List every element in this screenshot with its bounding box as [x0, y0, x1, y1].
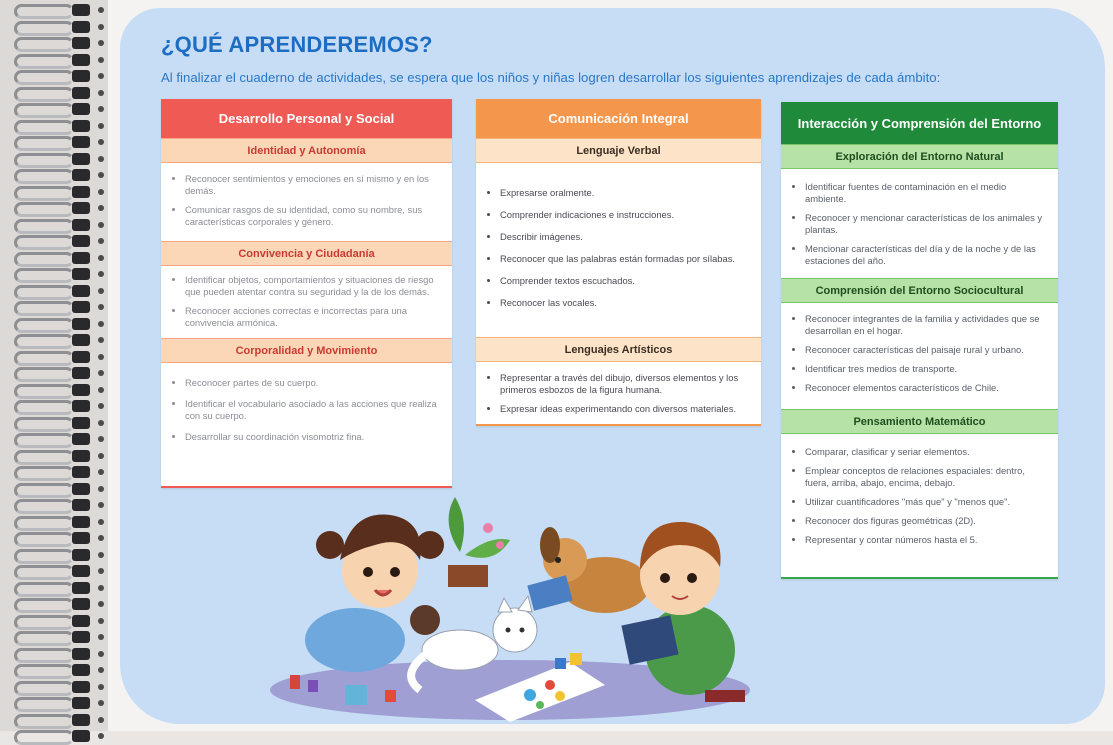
list-item: • Comprender textos escuchados.	[500, 275, 751, 287]
ring-loop	[14, 235, 74, 250]
punch-hole	[98, 189, 104, 195]
list-item: • Representar y contar números hasta el 5.	[805, 534, 1048, 546]
punch-hole	[98, 238, 104, 244]
punch-hole	[98, 667, 104, 673]
spiral-ring	[14, 615, 100, 627]
ring-loop	[14, 169, 74, 184]
ring-loop	[14, 730, 74, 745]
children-illustration	[260, 490, 780, 725]
punch-hole	[98, 337, 104, 343]
ring-loop	[14, 499, 74, 514]
ring-loop	[14, 268, 74, 283]
punch-hole	[98, 618, 104, 624]
ring-bar	[72, 334, 90, 346]
punch-hole	[98, 57, 104, 63]
ring-loop	[14, 631, 74, 646]
list-item: • Identificar objetos, comportamientos y situaciones de riesgo que pueden atentar contra su seguridad y la de los demás.	[185, 274, 442, 298]
page-subtitle: Al finalizar el cuaderno de actividades, se espera que los niños y niñas logren desarrollar los siguientes aprendizajes de cada ámbito:	[161, 70, 941, 85]
section-heading: Lenguajes Artísticos	[476, 337, 761, 362]
item-list	[161, 363, 452, 458]
ring-loop	[14, 549, 74, 564]
ring-loop	[14, 153, 74, 168]
ring-loop	[14, 301, 74, 316]
item-list	[476, 163, 761, 321]
ring-loop	[14, 37, 74, 52]
punch-hole	[98, 40, 104, 46]
punch-hole	[98, 222, 104, 228]
list-item: • Identificar el vocabulario asociado a las acciones que realiza con su cuerpo.	[185, 398, 442, 422]
spiral-ring	[14, 70, 100, 82]
ring-bar	[72, 565, 90, 577]
spiral-ring	[14, 285, 100, 297]
spiral-ring	[14, 582, 100, 594]
list-item: • Reconocer integrantes de la familia y actividades que se desarrollan en el hogar.	[805, 313, 1048, 337]
spiral-ring	[14, 499, 100, 511]
ring-bar	[72, 285, 90, 297]
punch-hole	[98, 552, 104, 558]
ring-loop	[14, 615, 74, 630]
ring-loop	[14, 334, 74, 349]
ring-bar	[72, 598, 90, 610]
section-heading: Lenguaje Verbal	[476, 138, 761, 163]
punch-hole	[98, 7, 104, 13]
list-item: • Comparar, clasificar y seriar elementos.	[805, 446, 1048, 458]
item-list	[781, 169, 1058, 278]
punch-hole	[98, 486, 104, 492]
list-item: • Reconocer y mencionar características de los animales y plantas.	[805, 212, 1048, 236]
list-item: • Emplear conceptos de relaciones espaciales: dentro, fuera, arriba, abajo, encima, debajo.	[805, 465, 1048, 489]
list-item: • Reconocer partes de su cuerpo.	[185, 377, 442, 389]
list-item: • Expresarse oralmente.	[500, 187, 751, 199]
ring-loop	[14, 417, 74, 432]
list-item: • Reconocer elementos característicos de Chile.	[805, 382, 1048, 394]
ring-bar	[72, 202, 90, 214]
list-item: • Describir imágenes.	[500, 231, 751, 243]
item-list	[781, 303, 1058, 405]
spiral-ring	[14, 681, 100, 693]
ring-loop	[14, 400, 74, 415]
punch-hole	[98, 634, 104, 640]
ring-loop	[14, 136, 74, 151]
spiral-ring	[14, 103, 100, 115]
spiral-ring	[14, 120, 100, 132]
spiral-ring	[14, 598, 100, 610]
spiral-ring	[14, 318, 100, 330]
ring-loop	[14, 450, 74, 465]
spiral-ring	[14, 268, 100, 280]
punch-hole	[98, 106, 104, 112]
list-item: • Comprender indicaciones e instrucciones.	[500, 209, 751, 221]
spiral-ring	[14, 186, 100, 198]
punch-hole	[98, 651, 104, 657]
ring-loop	[14, 285, 74, 300]
column-heading: Desarrollo Personal y Social	[161, 99, 452, 138]
ring-bar	[72, 664, 90, 676]
spiral-ring	[14, 87, 100, 99]
spiral-ring	[14, 549, 100, 561]
spiral-ring	[14, 516, 100, 528]
list-item: • Reconocer acciones correctas e incorrectas para una convivencia armónica.	[185, 305, 442, 329]
spiral-ring	[14, 202, 100, 214]
item-list	[476, 362, 761, 430]
ring-bar	[72, 483, 90, 495]
spiral-ring	[14, 532, 100, 544]
punch-hole	[98, 123, 104, 129]
punch-hole	[98, 469, 104, 475]
spiral-ring	[14, 367, 100, 379]
punch-hole	[98, 717, 104, 723]
ring-loop	[14, 103, 74, 118]
ring-loop	[14, 565, 74, 580]
ring-bar	[72, 219, 90, 231]
ring-bar	[72, 351, 90, 363]
spiral-ring	[14, 235, 100, 247]
ring-bar	[72, 648, 90, 660]
ring-bar	[72, 136, 90, 148]
list-item: • Expresar ideas experimentando con diversos materiales.	[500, 403, 751, 415]
punch-hole	[98, 585, 104, 591]
punch-hole	[98, 453, 104, 459]
spiral-ring	[14, 417, 100, 429]
ring-loop	[14, 582, 74, 597]
spiral-ring	[14, 54, 100, 66]
ring-bar	[72, 21, 90, 33]
page-title: ¿QUÉ APRENDEREMOS?	[161, 32, 433, 57]
ring-bar	[72, 301, 90, 313]
punch-hole	[98, 288, 104, 294]
ring-loop	[14, 483, 74, 498]
spiral-ring	[14, 384, 100, 396]
punch-hole	[98, 271, 104, 277]
ring-loop	[14, 681, 74, 696]
list-item: • Identificar fuentes de contaminación en el medio ambiente.	[805, 181, 1048, 205]
ring-bar	[72, 70, 90, 82]
ring-loop	[14, 466, 74, 481]
ring-loop	[14, 202, 74, 217]
ring-bar	[72, 169, 90, 181]
ring-loop	[14, 70, 74, 85]
ring-bar	[72, 268, 90, 280]
punch-hole	[98, 24, 104, 30]
spiral-ring	[14, 483, 100, 495]
ring-bar	[72, 681, 90, 693]
ring-loop	[14, 54, 74, 69]
punch-hole	[98, 90, 104, 96]
column-interaccion-entorno	[781, 102, 1058, 579]
spiral-ring	[14, 351, 100, 363]
list-item: • Representar a través del dibujo, diversos elementos y los primeros esbozos de la figura humana.	[500, 372, 751, 396]
punch-hole	[98, 700, 104, 706]
ring-loop	[14, 433, 74, 448]
column-desarrollo-personal	[161, 99, 452, 488]
spiral-ring	[14, 466, 100, 478]
ring-loop	[14, 186, 74, 201]
ring-bar	[72, 631, 90, 643]
list-item: • Mencionar características del día y de la noche y de las estaciones del año.	[805, 243, 1048, 267]
ring-loop	[14, 120, 74, 135]
punch-hole	[98, 403, 104, 409]
spiral-ring	[14, 334, 100, 346]
spiral-ring	[14, 136, 100, 148]
punch-hole	[98, 502, 104, 508]
punch-hole	[98, 156, 104, 162]
section-heading: Convivencia y Ciudadanía	[161, 241, 452, 266]
ring-loop	[14, 4, 74, 19]
ring-bar	[72, 103, 90, 115]
punch-hole	[98, 387, 104, 393]
punch-hole	[98, 73, 104, 79]
punch-hole	[98, 568, 104, 574]
punch-hole	[98, 519, 104, 525]
spiral-ring	[14, 400, 100, 412]
spiral-ring	[14, 648, 100, 660]
spiral-ring	[14, 631, 100, 643]
spiral-binding	[0, 0, 108, 731]
ring-bar	[72, 615, 90, 627]
flower-pot	[448, 497, 510, 587]
column-heading: Comunicación Integral	[476, 99, 761, 138]
spiral-ring	[14, 301, 100, 313]
section-heading: Corporalidad y Movimiento	[161, 338, 452, 363]
ring-loop	[14, 714, 74, 729]
spiral-ring	[14, 169, 100, 181]
ring-bar	[72, 252, 90, 264]
ring-bar	[72, 516, 90, 528]
list-item: • Reconocer características del paisaje rural y urbano.	[805, 344, 1048, 356]
ring-loop	[14, 252, 74, 267]
spiral-ring	[14, 664, 100, 676]
spiral-ring	[14, 697, 100, 709]
spiral-ring	[14, 714, 100, 726]
punch-hole	[98, 420, 104, 426]
ring-loop	[14, 664, 74, 679]
item-list	[161, 266, 452, 338]
ring-loop	[14, 516, 74, 531]
ring-bar	[72, 697, 90, 709]
ring-bar	[72, 730, 90, 742]
ring-loop	[14, 367, 74, 382]
ring-bar	[72, 37, 90, 49]
punch-hole	[98, 354, 104, 360]
ring-loop	[14, 648, 74, 663]
list-item: • Identificar tres medios de transporte.	[805, 363, 1048, 375]
column-heading: Interacción y Comprensión del Entorno	[781, 102, 1058, 144]
spiral-ring	[14, 21, 100, 33]
punch-hole	[98, 304, 104, 310]
column-comunicacion-integral	[476, 99, 761, 426]
list-item: • Comunicar rasgos de su identidad, como su nombre, sus características corporales y género.	[185, 204, 442, 228]
ring-bar	[72, 549, 90, 561]
spiral-ring	[14, 219, 100, 231]
section-heading: Pensamiento Matemático	[781, 409, 1058, 434]
ring-loop	[14, 318, 74, 333]
item-list	[161, 163, 452, 241]
ring-bar	[72, 153, 90, 165]
ring-bar	[72, 499, 90, 511]
list-item: • Reconocer que las palabras están formadas por sílabas.	[500, 253, 751, 265]
spiral-ring	[14, 4, 100, 16]
ring-loop	[14, 532, 74, 547]
ring-loop	[14, 351, 74, 366]
punch-hole	[98, 321, 104, 327]
list-item: • Reconocer las vocales.	[500, 297, 751, 309]
list-item: • Desarrollar su coordinación visomotriz fina.	[185, 431, 442, 443]
ring-bar	[72, 532, 90, 544]
punch-hole	[98, 436, 104, 442]
punch-hole	[98, 205, 104, 211]
list-item: • Reconocer dos figuras geométricas (2D).	[805, 515, 1048, 527]
list-item: • Reconocer sentimientos y emociones en sí mismo y en los demás.	[185, 173, 442, 197]
ring-bar	[72, 120, 90, 132]
ring-bar	[72, 400, 90, 412]
ring-bar	[72, 450, 90, 462]
spiral-ring	[14, 153, 100, 165]
ring-bar	[72, 54, 90, 66]
section-heading: Identidad y Autonomía	[161, 138, 452, 163]
punch-hole	[98, 172, 104, 178]
ring-bar	[72, 367, 90, 379]
ring-bar	[72, 318, 90, 330]
dog-figure	[527, 527, 650, 613]
ring-bar	[72, 384, 90, 396]
ring-loop	[14, 384, 74, 399]
punch-hole	[98, 255, 104, 261]
ring-bar	[72, 235, 90, 247]
list-item: • Utilizar cuantificadores "más que" y "menos que".	[805, 496, 1048, 508]
punch-hole	[98, 370, 104, 376]
ring-bar	[72, 433, 90, 445]
spiral-ring	[14, 450, 100, 462]
item-list	[781, 434, 1058, 561]
section-heading: Exploración del Entorno Natural	[781, 144, 1058, 169]
punch-hole	[98, 601, 104, 607]
ring-loop	[14, 598, 74, 613]
ring-bar	[72, 186, 90, 198]
punch-hole	[98, 733, 104, 739]
ring-bar	[72, 87, 90, 99]
spiral-ring	[14, 252, 100, 264]
ring-bar	[72, 466, 90, 478]
punch-hole	[98, 684, 104, 690]
punch-hole	[98, 535, 104, 541]
ring-bar	[72, 714, 90, 726]
spiral-ring	[14, 730, 100, 742]
ring-bar	[72, 582, 90, 594]
ring-loop	[14, 21, 74, 36]
ring-loop	[14, 219, 74, 234]
spiral-ring	[14, 433, 100, 445]
ring-loop	[14, 697, 74, 712]
section-heading: Comprensión del Entorno Sociocultural	[781, 278, 1058, 303]
spiral-ring	[14, 565, 100, 577]
ring-bar	[72, 417, 90, 429]
spiral-ring	[14, 37, 100, 49]
ring-bar	[72, 4, 90, 16]
ring-loop	[14, 87, 74, 102]
punch-hole	[98, 139, 104, 145]
